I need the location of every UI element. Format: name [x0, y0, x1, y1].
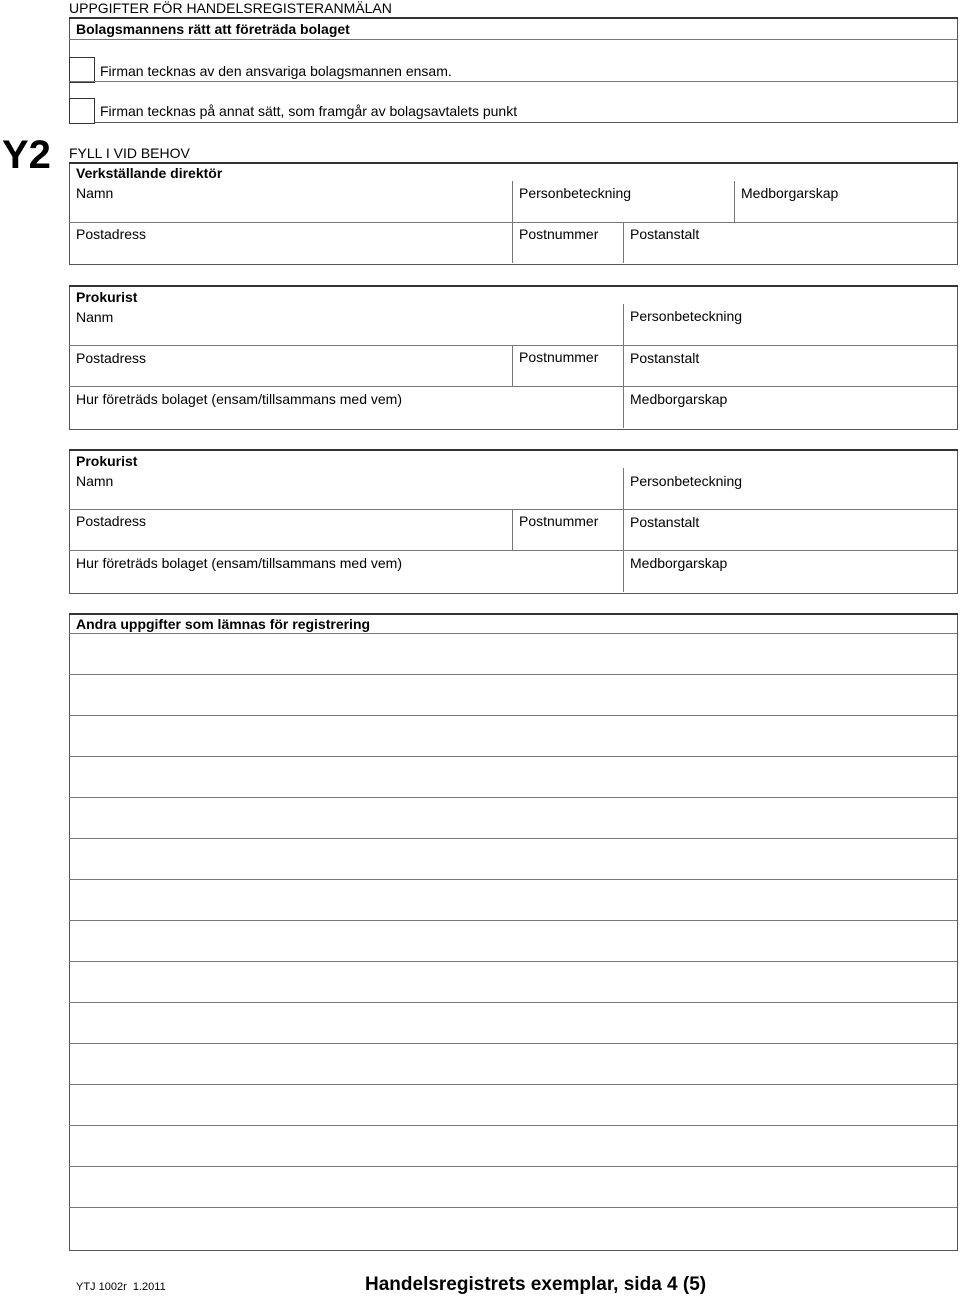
writing-line[interactable]	[69, 838, 957, 839]
procurist2-post-office-field[interactable]: Postanstalt	[630, 514, 700, 530]
writing-line[interactable]	[69, 756, 957, 757]
divider	[69, 81, 957, 82]
divider	[623, 468, 624, 592]
procurist1-section	[69, 285, 958, 430]
divider	[69, 222, 957, 223]
page-title: UPPGIFTER FÖR HANDELSREGISTERANMÄLAN	[69, 0, 392, 16]
procurist1-postal-address-field[interactable]: Postadress	[76, 350, 147, 366]
procurist2-personal-id-field[interactable]: Personbeteckning	[630, 473, 743, 489]
writing-line[interactable]	[69, 1125, 957, 1126]
ceo-citizenship-field[interactable]: Medborgarskap	[741, 185, 839, 201]
procurist1-citizenship-field[interactable]: Medborgarskap	[630, 391, 728, 407]
divider	[69, 162, 958, 164]
writing-line[interactable]	[69, 1002, 957, 1003]
divider	[623, 222, 624, 263]
ceo-postal-address-field[interactable]: Postadress	[76, 226, 147, 242]
procurist1-representation-field[interactable]: Hur företräds bolaget (ensam/tillsammans med vem)	[76, 391, 403, 407]
writing-line[interactable]	[69, 674, 957, 675]
procurist2-name-field[interactable]: Namn	[76, 473, 114, 489]
other-signing-label: Firman tecknas på annat sätt, som framgår av bolagsavtalets punkt	[100, 103, 518, 119]
writing-line[interactable]	[69, 1043, 957, 1044]
ceo-post-office-field[interactable]: Postanstalt	[630, 226, 700, 242]
ceo-personal-id-field[interactable]: Personbeteckning	[519, 185, 632, 201]
divider	[69, 550, 957, 551]
procurist2-postal-code-field[interactable]: Postnummer	[519, 513, 599, 529]
procurist1-postal-code-field[interactable]: Postnummer	[519, 349, 599, 365]
other-info-section	[69, 613, 958, 1251]
form-code: YTJ 1002r 1.2011	[76, 1281, 166, 1293]
procurist1-name-field[interactable]: Nanm	[76, 309, 114, 325]
procurist2-citizenship-field[interactable]: Medborgarskap	[630, 555, 728, 571]
divider	[69, 509, 957, 510]
procurist1-personal-id-field[interactable]: Personbeteckning	[630, 308, 743, 324]
divider	[512, 509, 513, 550]
writing-line[interactable]	[69, 797, 957, 798]
divider	[69, 345, 957, 346]
procurist2-section	[69, 449, 958, 594]
fill-if-needed-label: FYLL I VID BEHOV	[69, 145, 190, 161]
writing-line[interactable]	[69, 1084, 957, 1085]
ceo-header: Verkställande direktör	[76, 165, 223, 181]
procurist2-header: Prokurist	[76, 453, 138, 469]
signing-rights-header: Bolagsmannens rätt att företräda bolaget	[76, 21, 350, 37]
divider	[69, 449, 958, 451]
ceo-name-field[interactable]: Namn	[76, 185, 114, 201]
section-code: Y2	[2, 133, 51, 177]
writing-line[interactable]	[69, 715, 957, 716]
writing-line	[69, 633, 957, 634]
writing-line[interactable]	[69, 1207, 957, 1208]
divider	[69, 285, 958, 287]
sole-signing-label: Firman tecknas av den ansvariga bolagsmannen ensam.	[100, 63, 452, 79]
writing-line[interactable]	[69, 920, 957, 921]
other-info-header: Andra uppgifter som lämnas för registrering	[76, 616, 371, 632]
writing-line[interactable]	[69, 879, 957, 880]
divider	[69, 386, 957, 387]
sole-signing-checkbox[interactable]	[69, 57, 95, 83]
page-footer-title: Handelsregistrets exemplar, sida 4 (5)	[365, 1274, 707, 1295]
other-signing-checkbox[interactable]	[69, 98, 95, 124]
divider	[734, 181, 735, 222]
ceo-postal-code-field[interactable]: Postnummer	[519, 226, 599, 242]
writing-line[interactable]	[69, 1166, 957, 1167]
divider	[69, 17, 958, 19]
divider	[69, 613, 958, 615]
divider	[623, 304, 624, 428]
procurist2-postal-address-field[interactable]: Postadress	[76, 513, 147, 529]
procurist1-header: Prokurist	[76, 289, 138, 305]
writing-line[interactable]	[69, 961, 957, 962]
divider	[69, 39, 957, 40]
divider	[512, 345, 513, 386]
procurist2-representation-field[interactable]: Hur företräds bolaget (ensam/tillsammans med vem)	[76, 555, 403, 571]
procurist1-post-office-field[interactable]: Postanstalt	[630, 350, 700, 366]
